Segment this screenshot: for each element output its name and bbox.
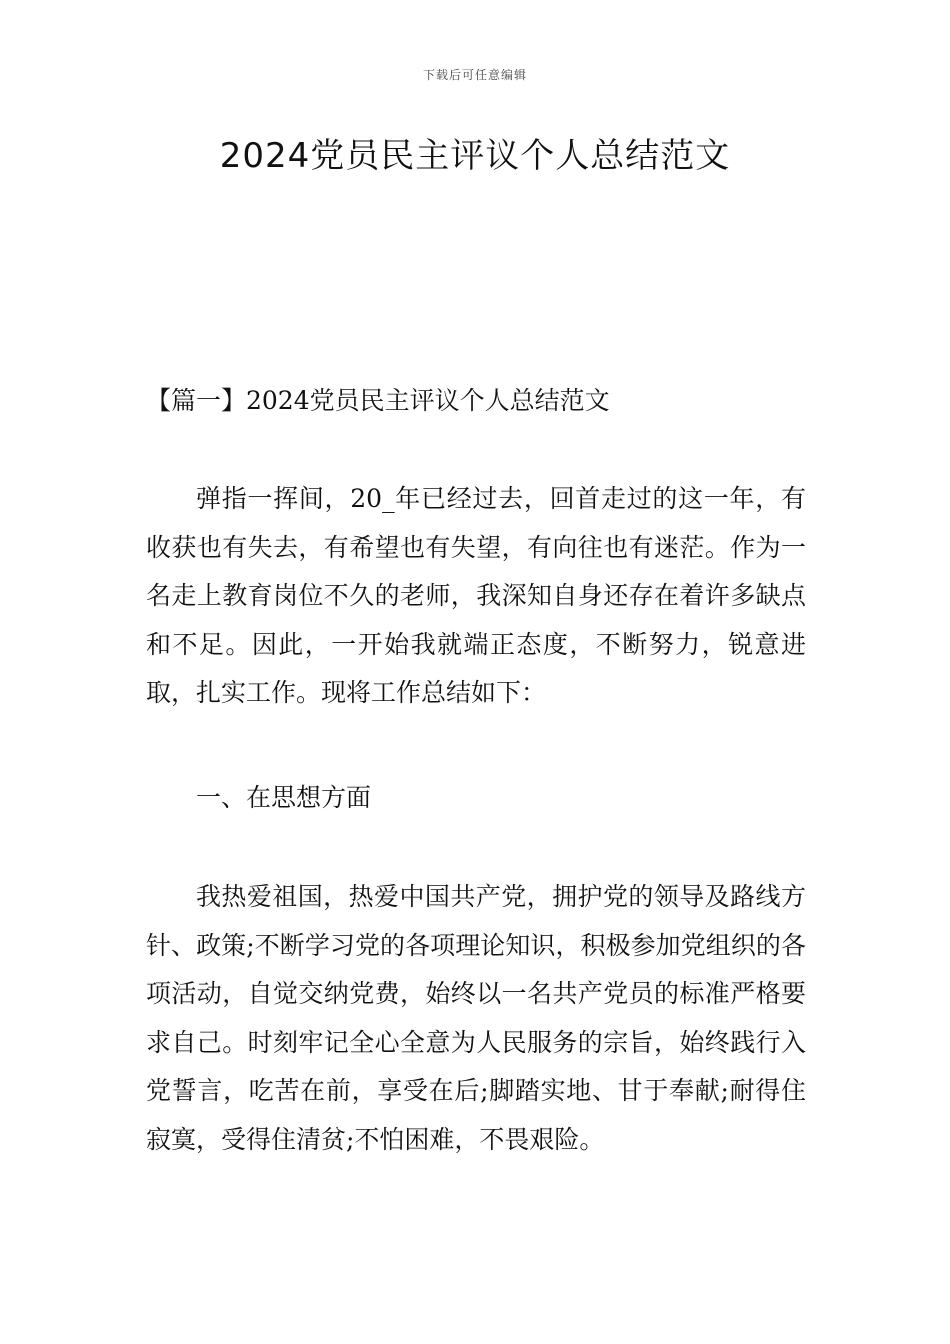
document-title: 2024党员民主评议个人总结范文 <box>219 136 731 176</box>
header-note: 下载后可任意编辑 <box>422 68 527 82</box>
paragraph-thought: 我热爱祖国，热爱中国共产党，拥护党的领导及路线方针、政策;不断学习党的各项理论知识，积极参加党组织的各项活动，自觉交纳党费，始终以一名共产党员的标准严格要求自己。时刻牢记全心全意为人民服务的宗旨，始终践行入党誓言，吃苦在前，享受在后;脚踏实地、甘于奉献;耐得住寂寞，受得住清贫;不怕困难，不畏艰险。 <box>146 882 806 1154</box>
section-heading: 【篇一】2024党员民主评议个人总结范文 <box>146 386 610 415</box>
paragraph-intro: 弹指一挥间，20_年已经过去，回首走过的这一年，有收获也有失去，有希望也有失望，有向往也有迷茫。作为一名走上教育岗位不久的老师，我深知自身还存在着许多缺点和不足。因此，一开始我就端正态度，不断努力，锐意进取，扎实工作。现将工作总结如下： <box>146 484 806 707</box>
subheading-thought: 一、在思想方面 <box>196 783 372 812</box>
